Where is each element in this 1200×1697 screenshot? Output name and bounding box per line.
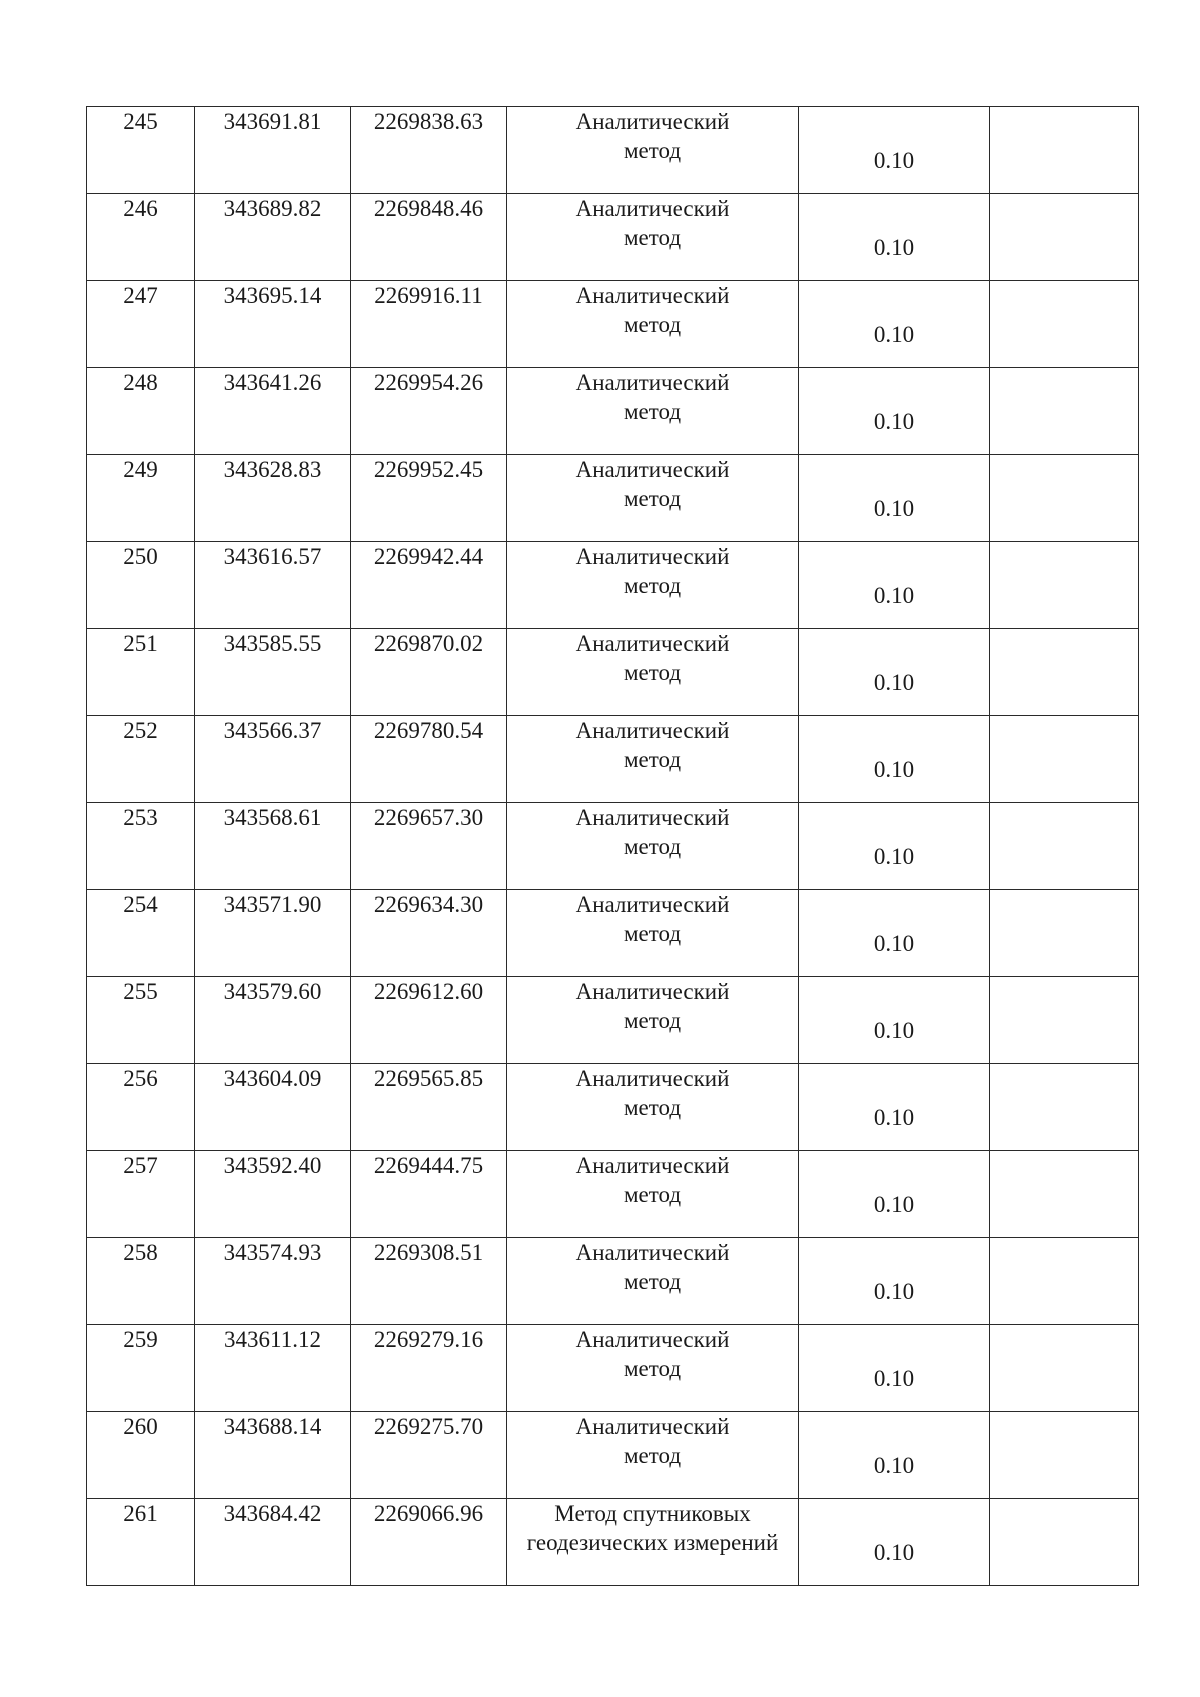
method-cell [507,1151,799,1238]
table-row [87,890,1139,977]
accuracy-value: 0.10 [873,843,915,869]
method-line-1: Аналитический [575,805,730,830]
accuracy-value: 0.10 [873,234,915,260]
method-line-2: метод [623,138,682,163]
y-coordinate-cell: 2269954.26 [351,368,507,455]
note-cell [990,1151,1139,1238]
method-line-1: Аналитический [575,370,730,395]
method-cell [507,455,799,542]
accuracy-value: 0.10 [873,582,915,608]
note-cell [990,1238,1139,1325]
table-row [87,977,1139,1064]
y-coordinate-cell: 2269952.45 [351,455,507,542]
accuracy-value: 0.10 [873,930,915,956]
x-coordinate-cell: 343592.40 [195,1151,351,1238]
x-coordinate-cell: 343574.93 [195,1238,351,1325]
y-coordinate-cell: 2269275.70 [351,1412,507,1499]
point-number-cell: 253 [87,803,195,890]
accuracy-value: 0.10 [873,495,915,521]
accuracy-value: 0.10 [873,1365,915,1391]
method-cell [507,107,799,194]
point-number-cell: 260 [87,1412,195,1499]
point-number-cell: 245 [87,107,195,194]
x-coordinate-cell: 343579.60 [195,977,351,1064]
method-line-1: Аналитический [575,283,730,308]
accuracy-value: 0.10 [873,1104,915,1130]
accuracy-cell [799,1412,990,1499]
method-line-1: Аналитический [575,631,730,656]
x-coordinate-cell: 343611.12 [195,1325,351,1412]
x-coordinate-cell: 343691.81 [195,107,351,194]
accuracy-cell [799,368,990,455]
accuracy-value: 0.10 [873,408,915,434]
note-cell [990,1064,1139,1151]
method-line-1: Аналитический [575,109,730,134]
y-coordinate-cell: 2269870.02 [351,629,507,716]
table-row [87,1064,1139,1151]
method-cell [507,629,799,716]
method-line-2: метод [623,747,682,772]
y-coordinate-cell: 2269838.63 [351,107,507,194]
accuracy-cell [799,977,990,1064]
table-row [87,107,1139,194]
point-number-cell: 254 [87,890,195,977]
point-number-cell: 249 [87,455,195,542]
x-coordinate-cell: 343628.83 [195,455,351,542]
note-cell [990,629,1139,716]
method-cell [507,194,799,281]
x-coordinate-cell: 343585.55 [195,629,351,716]
method-line-2: метод [623,1356,682,1381]
method-line-1: Аналитический [575,196,730,221]
method-line-2: метод [623,486,682,511]
method-line-2: метод [623,660,682,685]
y-coordinate-cell: 2269066.96 [351,1499,507,1586]
method-cell [507,1064,799,1151]
method-cell [507,977,799,1064]
note-cell [990,1412,1139,1499]
accuracy-cell [799,716,990,803]
table-row [87,1325,1139,1412]
note-cell [990,716,1139,803]
table-row [87,455,1139,542]
table-row [87,368,1139,455]
method-line-1: Аналитический [575,1066,730,1091]
note-cell [990,194,1139,281]
method-line-1: Аналитический [575,544,730,569]
method-cell [507,1238,799,1325]
method-line-2: метод [623,1182,682,1207]
table-row [87,542,1139,629]
table-row [87,1238,1139,1325]
note-cell [990,368,1139,455]
accuracy-cell [799,1238,990,1325]
method-line-2: метод [623,1008,682,1033]
method-line-1: Аналитический [575,1153,730,1178]
y-coordinate-cell: 2269612.60 [351,977,507,1064]
accuracy-cell [799,281,990,368]
y-coordinate-cell: 2269916.11 [351,281,507,368]
point-number-cell: 246 [87,194,195,281]
method-cell [507,1499,799,1586]
method-line-2: метод [623,1269,682,1294]
accuracy-cell [799,803,990,890]
accuracy-value: 0.10 [873,321,915,347]
accuracy-cell [799,1151,990,1238]
method-cell [507,542,799,629]
method-cell [507,368,799,455]
x-coordinate-cell: 343604.09 [195,1064,351,1151]
method-cell [507,281,799,368]
method-line-1: Метод спутниковых [554,1501,751,1526]
method-cell [507,890,799,977]
accuracy-value: 0.10 [873,1278,915,1304]
point-number-cell: 255 [87,977,195,1064]
method-line-2: метод [623,312,682,337]
method-line-1: Аналитический [575,718,730,743]
method-line-1: Аналитический [575,892,730,917]
x-coordinate-cell: 343695.14 [195,281,351,368]
point-number-cell: 256 [87,1064,195,1151]
accuracy-cell [799,1499,990,1586]
table-row [87,716,1139,803]
note-cell [990,542,1139,629]
method-line-1: Аналитический [575,1414,730,1439]
y-coordinate-cell: 2269848.46 [351,194,507,281]
note-cell [990,1499,1139,1586]
x-coordinate-cell: 343688.14 [195,1412,351,1499]
accuracy-cell [799,890,990,977]
accuracy-cell [799,455,990,542]
x-coordinate-cell: 343566.37 [195,716,351,803]
point-number-cell: 247 [87,281,195,368]
method-line-1: Аналитический [575,1327,730,1352]
accuracy-cell [799,1064,990,1151]
point-number-cell: 259 [87,1325,195,1412]
note-cell [990,455,1139,542]
point-number-cell: 257 [87,1151,195,1238]
point-number-cell: 258 [87,1238,195,1325]
y-coordinate-cell: 2269657.30 [351,803,507,890]
y-coordinate-cell: 2269942.44 [351,542,507,629]
table-row [87,629,1139,716]
note-cell [990,803,1139,890]
accuracy-value: 0.10 [873,1191,915,1217]
x-coordinate-cell: 343641.26 [195,368,351,455]
note-cell [990,890,1139,977]
method-line-2: метод [623,1095,682,1120]
x-coordinate-cell: 343571.90 [195,890,351,977]
accuracy-cell [799,629,990,716]
table-body [87,107,1139,1586]
y-coordinate-cell: 2269279.16 [351,1325,507,1412]
table-row [87,1151,1139,1238]
x-coordinate-cell: 343568.61 [195,803,351,890]
table-row [87,1412,1139,1499]
method-line-2: метод [623,834,682,859]
method-line-1: Аналитический [575,979,730,1004]
method-line-2: метод [623,399,682,424]
note-cell [990,281,1139,368]
y-coordinate-cell: 2269634.30 [351,890,507,977]
method-line-1: Аналитический [575,457,730,482]
accuracy-cell [799,194,990,281]
table-row [87,281,1139,368]
accuracy-value: 0.10 [873,669,915,695]
y-coordinate-cell: 2269444.75 [351,1151,507,1238]
accuracy-value: 0.10 [873,1452,915,1478]
method-line-2: метод [623,1443,682,1468]
table-row [87,803,1139,890]
method-line-2: метод [623,225,682,250]
point-number-cell: 252 [87,716,195,803]
accuracy-cell [799,1325,990,1412]
x-coordinate-cell: 343616.57 [195,542,351,629]
accuracy-value: 0.10 [873,1017,915,1043]
method-cell [507,716,799,803]
accuracy-cell [799,107,990,194]
y-coordinate-cell: 2269780.54 [351,716,507,803]
table-row [87,194,1139,281]
point-number-cell: 248 [87,368,195,455]
method-cell [507,1412,799,1499]
point-number-cell: 250 [87,542,195,629]
accuracy-value: 0.10 [873,756,915,782]
y-coordinate-cell: 2269565.85 [351,1064,507,1151]
x-coordinate-cell: 343684.42 [195,1499,351,1586]
point-number-cell: 251 [87,629,195,716]
note-cell [990,977,1139,1064]
table-row [87,1499,1139,1586]
method-line-1: Аналитический [575,1240,730,1265]
note-cell [990,107,1139,194]
method-line-2: метод [623,573,682,598]
method-cell [507,803,799,890]
accuracy-value: 0.10 [873,1539,915,1565]
y-coordinate-cell: 2269308.51 [351,1238,507,1325]
coordinates-table [86,106,1139,1586]
method-line-2: метод [623,921,682,946]
x-coordinate-cell: 343689.82 [195,194,351,281]
accuracy-cell [799,542,990,629]
method-cell [507,1325,799,1412]
accuracy-value: 0.10 [873,147,915,173]
method-line-2: геодезических измерений [526,1530,779,1555]
point-number-cell: 261 [87,1499,195,1586]
note-cell [990,1325,1139,1412]
